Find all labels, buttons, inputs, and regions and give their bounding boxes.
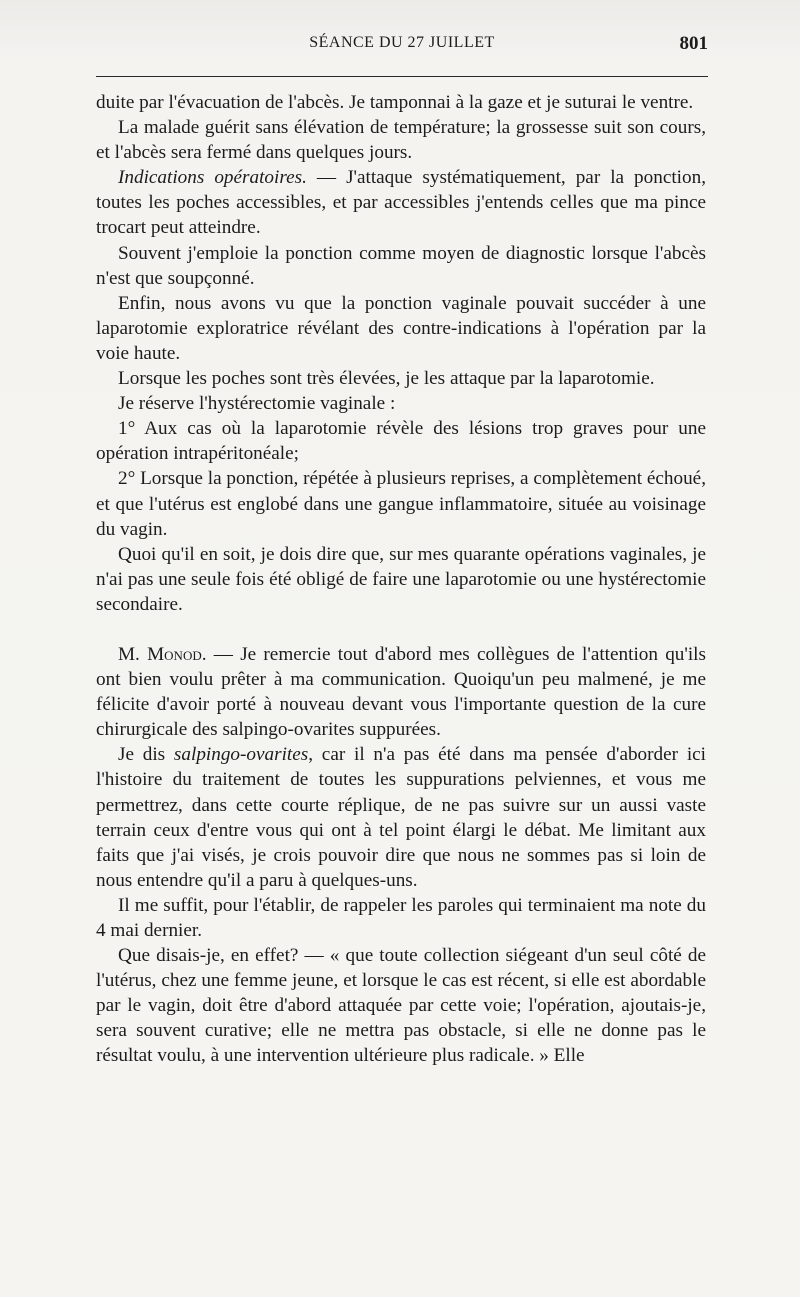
list-item: 1° Aux cas où la laparotomie révèle des lésions trop graves pour une opération intrapéritonéale;: [96, 418, 706, 465]
paragraph-text: , car il n'a pas été dans ma pensée d'aborder ici l'histoire du traitement de toutes les suppurations pelviennes, et vous me permettrez, dans cette courte réplique, de ne pas suivre sur un aussi vaste terrain ceux d'entre vous qui ont à tel point élargi le débat. Me limitant aux faits que j'ai visés, je crois pouvoir dire que nous ne sommes pas si loin de nous entendre qu'il a paru à quelques-uns.: [96, 744, 706, 891]
paragraph: Que disais-je, en effet? — « que toute collection siégeant d'un seul côté de l'utérus, chez une femme jeune, et lorsque le cas est récent, si elle est abordable par le vagin, doit être d'abord attaquée par cette voie; l'opération, ajoutais-je, sera souvent curative; elle ne mettra pas obstacle, si elle ne donne pas le résultat voulu, à une intervention ultérieure plus radicale. » Elle: [96, 945, 706, 1067]
running-head: SÉANCE DU 27 JUILLET: [309, 34, 495, 51]
paragraph: Il me suffit, pour l'établir, de rappeler les paroles qui terminaient ma note du 4 mai dernier.: [96, 894, 706, 941]
page-number: 801: [679, 33, 708, 54]
paragraph: [96, 165, 706, 240]
paragraph: Lorsque les poches sont très élevées, je les attaque par la laparotomie.: [118, 368, 655, 390]
list-item: 2° Lorsque la ponction, répétée à plusieurs reprises, a complètement échoué, et que l'utérus est englobé dans une gangue inflammatoire, située au voisinage du vagin.: [96, 468, 706, 540]
paragraph: [96, 742, 706, 893]
page-header: [96, 34, 708, 58]
paragraph: Quoi qu'il en soit, je dois dire que, sur mes quarante opérations vaginales, je n'ai pas une seule fois été obligé de faire une laparotomie ou une hystérectomie secondaire.: [96, 543, 706, 615]
paragraph: La malade guérit sans élévation de température; la grossesse suit son cours, et l'abcès sera fermé dans quelques jours.: [96, 117, 706, 164]
paragraph: [96, 642, 706, 742]
section-heading: Indications opératoires.: [118, 167, 307, 189]
paragraph: Je réserve l'hystérectomie vaginale :: [118, 393, 396, 415]
paragraph: duite par l'évacuation de l'abcès. Je tamponnai à la gaze et je suturai le ventre.: [96, 92, 694, 113]
paragraph-text: — Je remercie tout d'abord mes collègues de l'attention qu'ils ont bien voulu prêter à ma communication. Quoiqu'un peu malmené, je me félicite d'avoir porté à nouveau devant vous l'importante question de la cure chirurgicale des salpingo-ovarites suppurées.: [96, 643, 706, 741]
emphasis: salpingo-ovarites: [173, 744, 309, 766]
body-text: [96, 90, 706, 1069]
paragraph-text: — J'attaque systématiquement, par la ponction, toutes les poches accessibles, et par accessibles j'entends celles que ma pince trocart peut atteindre.: [96, 167, 706, 239]
paragraph: Souvent j'emploie la ponction comme moyen de diagnostic lorsque l'abcès n'est que soupçonné.: [96, 242, 706, 289]
paragraph: Enfin, nous avons vu que la ponction vaginale pouvait succéder à une laparotomie exploratrice révélant des contre-indications à l'opération par la voie haute.: [96, 292, 706, 364]
paragraph-text: Je dis: [118, 744, 174, 766]
header-rule: [96, 76, 708, 77]
speaker-name: M. Monod.: [118, 643, 207, 665]
